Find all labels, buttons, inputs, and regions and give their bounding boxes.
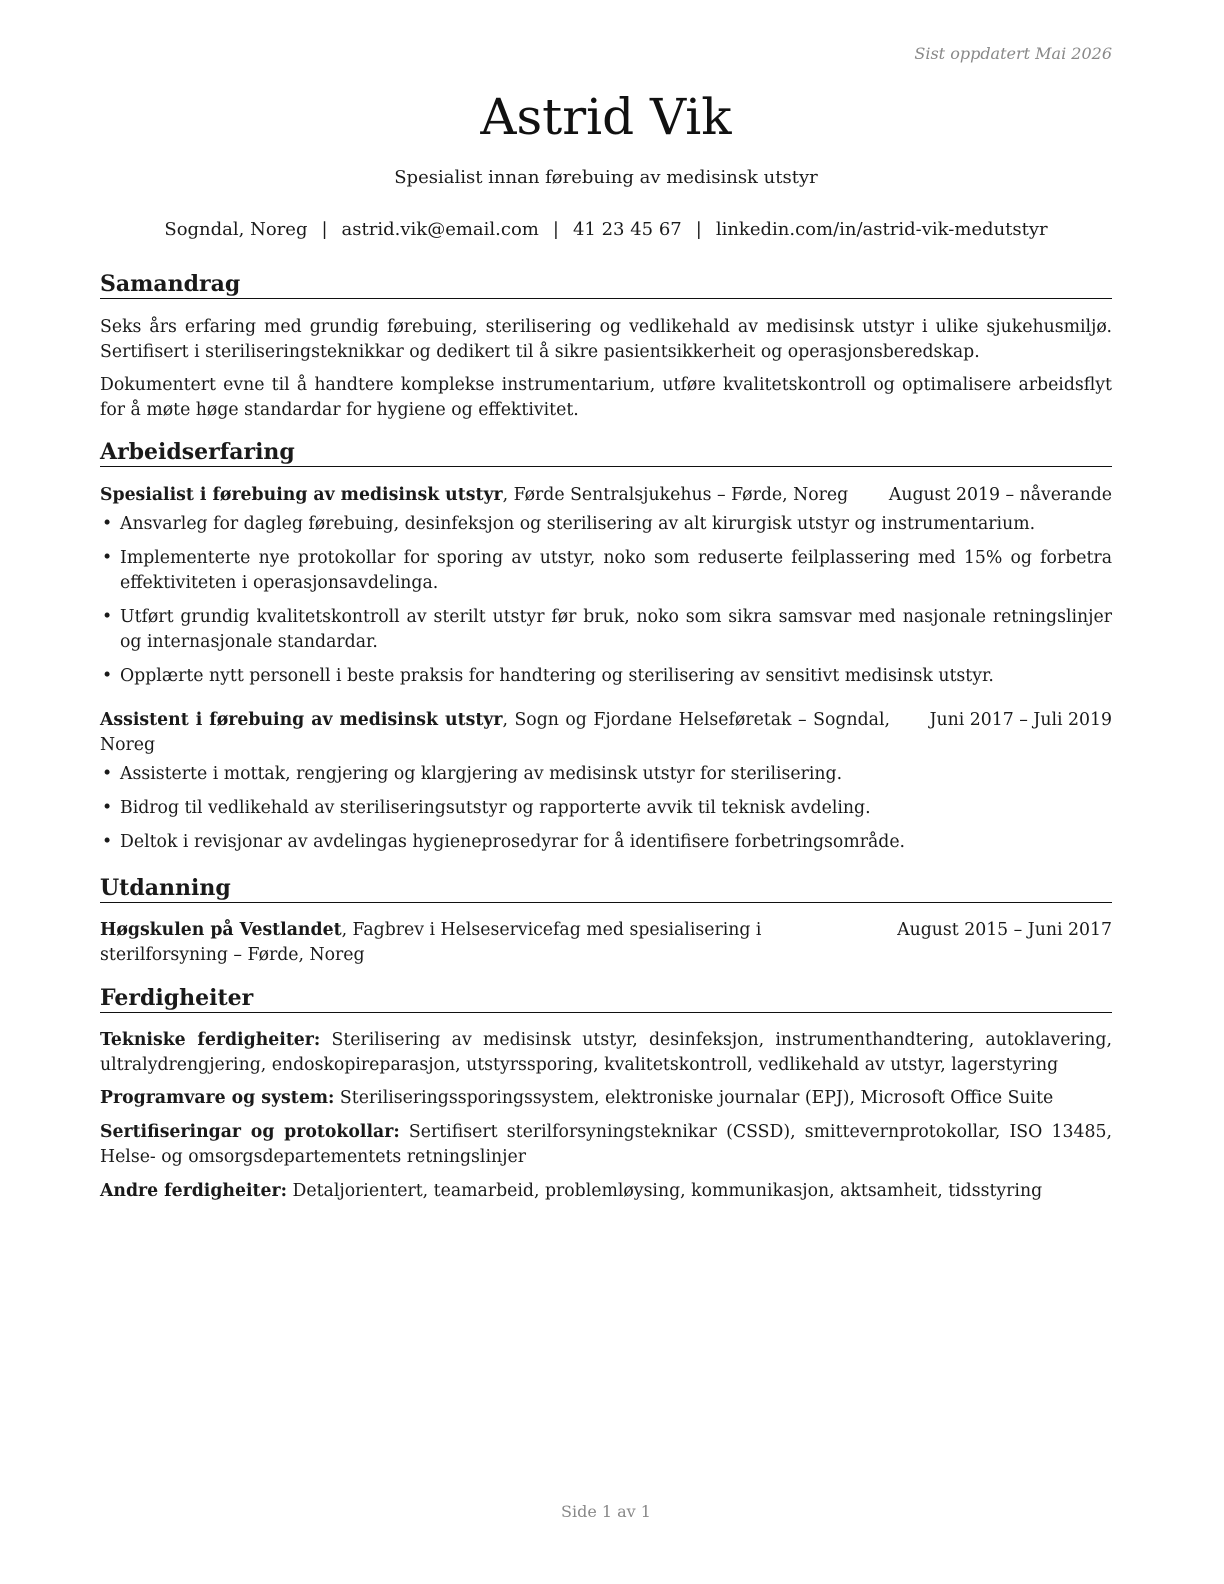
skill-row (100, 1028, 1112, 1078)
bullet-icon: • (102, 666, 113, 686)
list-item: • Utført grundig kvalitetskontroll av sterilt utstyr før bruk, noko som sikra samsvar med nasjonale retningslinjer og internasjonale standardar. (102, 607, 1112, 652)
contact-location: Sogndal, Noreg (164, 219, 308, 240)
bullet-icon: • (102, 548, 113, 568)
job-title-line (100, 708, 890, 758)
section-heading-experience: Arbeidserfaring (100, 438, 1112, 467)
job-bullet-list (100, 512, 1112, 698)
job-employer: , Førde Sentralsjukehus – Førde, Noreg (502, 485, 849, 505)
contact-linkedin[interactable]: linkedin.com/in/astrid-vik-medutstyr (715, 219, 1048, 240)
candidate-name: Astrid Vik (480, 88, 732, 146)
skill-text: Sterilisering av medisinsk utstyr, desinfeksjon, instrumenthandtering, autoklavering, ultralydrengjering, endoskopireparasjon, utstyrssporing, kvalitetskontroll, vedlikehald av utstyr, lagerstyring (100, 1030, 1112, 1075)
contact-separator: | (695, 219, 702, 240)
skill-label: Programvare og system: (100, 1088, 335, 1108)
skill-row (100, 1086, 1112, 1111)
education-dates: August 2015 – Juni 2017 (897, 920, 1112, 940)
job-dates: Juni 2017 – Juli 2019 (929, 710, 1112, 730)
section-heading-education: Utdanning (100, 874, 1112, 903)
job-header (100, 483, 1112, 508)
skill-text: Detaljorientert, teamarbeid, problemløysing, kommunikasjon, aktsamheit, tidsstyring (287, 1181, 1043, 1201)
last-updated: Sist oppdatert Mai 2026 (914, 44, 1112, 63)
job-title: Spesialist i førebuing av medisinsk utstyr (100, 485, 503, 505)
job-title: Assistent i førebuing av medisinsk utstyr (100, 710, 503, 730)
skill-text: Sertifisert sterilforsyningsteknikar (CSSD), smittevernprotokollar, ISO 13485, Helse- og omsorgsdepartementets retningslinjer (100, 1122, 1113, 1167)
section-heading-summary: Samandrag (100, 270, 1112, 299)
job-dates: August 2019 – nåverande (888, 485, 1112, 505)
bullet-icon: • (102, 764, 113, 784)
contact-line (100, 219, 1112, 240)
education-school: Høgskulen på Vestlandet (100, 920, 342, 940)
list-item: • Ansvarleg for dagleg førebuing, desinfeksjon og sterilisering av alt kirurgisk utstyr og instrumentarium. (100, 512, 1112, 537)
list-item: • Bidrog til vedlikehald av steriliseringsutstyr og rapporterte avvik til teknisk avdeling. (100, 796, 1112, 821)
list-item: • Assisterte i mottak, rengjering og klargjering av medisinsk utstyr for sterilisering. (100, 762, 1112, 787)
skill-label: Sertifiseringar og protokollar: (100, 1122, 400, 1142)
bullet-icon: • (102, 832, 113, 852)
list-item: • Opplærte nytt personell i beste praksis for handtering og sterilisering av sensitivt medisinsk utstyr. (100, 664, 1112, 689)
job-header (100, 708, 1112, 758)
bullet-icon: • (102, 798, 113, 818)
skill-row (100, 1179, 1112, 1204)
contact-email[interactable]: astrid.vik@email.com (341, 219, 539, 240)
skill-label: Tekniske ferdigheiter: (100, 1030, 321, 1050)
resume-page (100, 0, 1112, 1584)
summary-paragraph: Seks års erfaring med grundig førebuing, sterilisering og vedlikehald av medisinsk utstyr i ulike sjukehusmiljø. Sertifisert i steriliseringsteknikkar og dedikert til å sikre pasientsikkerheit og operasjonsberedskap. (100, 317, 1112, 362)
job-bullet-list (100, 762, 1112, 864)
education-entry (100, 918, 1112, 968)
section-heading-skills: Ferdigheiter (100, 984, 1112, 1013)
page-number: Side 1 av 1 (561, 1502, 651, 1521)
skill-label: Andre ferdigheiter: (100, 1181, 288, 1201)
bullet-icon: • (102, 514, 113, 534)
list-item: • Implementerte nye protokollar for sporing av utstyr, noko som reduserte feilplassering med 15% og forbetra effektiviteten i operasjonsavdelinga. (102, 548, 1112, 593)
education-detail: , Fagbrev i Helseservicefag med spesialisering i sterilforsyning – Førde, Noreg (100, 920, 762, 965)
skill-row (100, 1120, 1112, 1170)
contact-separator: | (321, 219, 328, 240)
candidate-title: Spesialist innan førebuing av medisinsk utstyr (394, 167, 818, 188)
skill-text: Steriliseringssporingssystem, elektroniske journalar (EPJ), Microsoft Office Suite (334, 1088, 1054, 1108)
education-line (100, 918, 880, 968)
list-item: • Deltok i revisjonar av avdelingas hygieneprosedyrar for å identifisere forbetringsområde. (100, 830, 1112, 855)
bullet-icon: • (102, 607, 113, 627)
contact-separator: | (552, 219, 559, 240)
contact-phone: 41 23 45 67 (572, 219, 682, 240)
job-employer: , Sogn og Fjordane Helseføretak – Sogndal, Noreg (100, 710, 890, 755)
summary-paragraph: Dokumentert evne til å handtere komplekse instrumentarium, utføre kvalitetskontroll og optimalisere arbeidsflyt for å møte høge standardar for hygiene og effektivitet. (100, 375, 1112, 420)
